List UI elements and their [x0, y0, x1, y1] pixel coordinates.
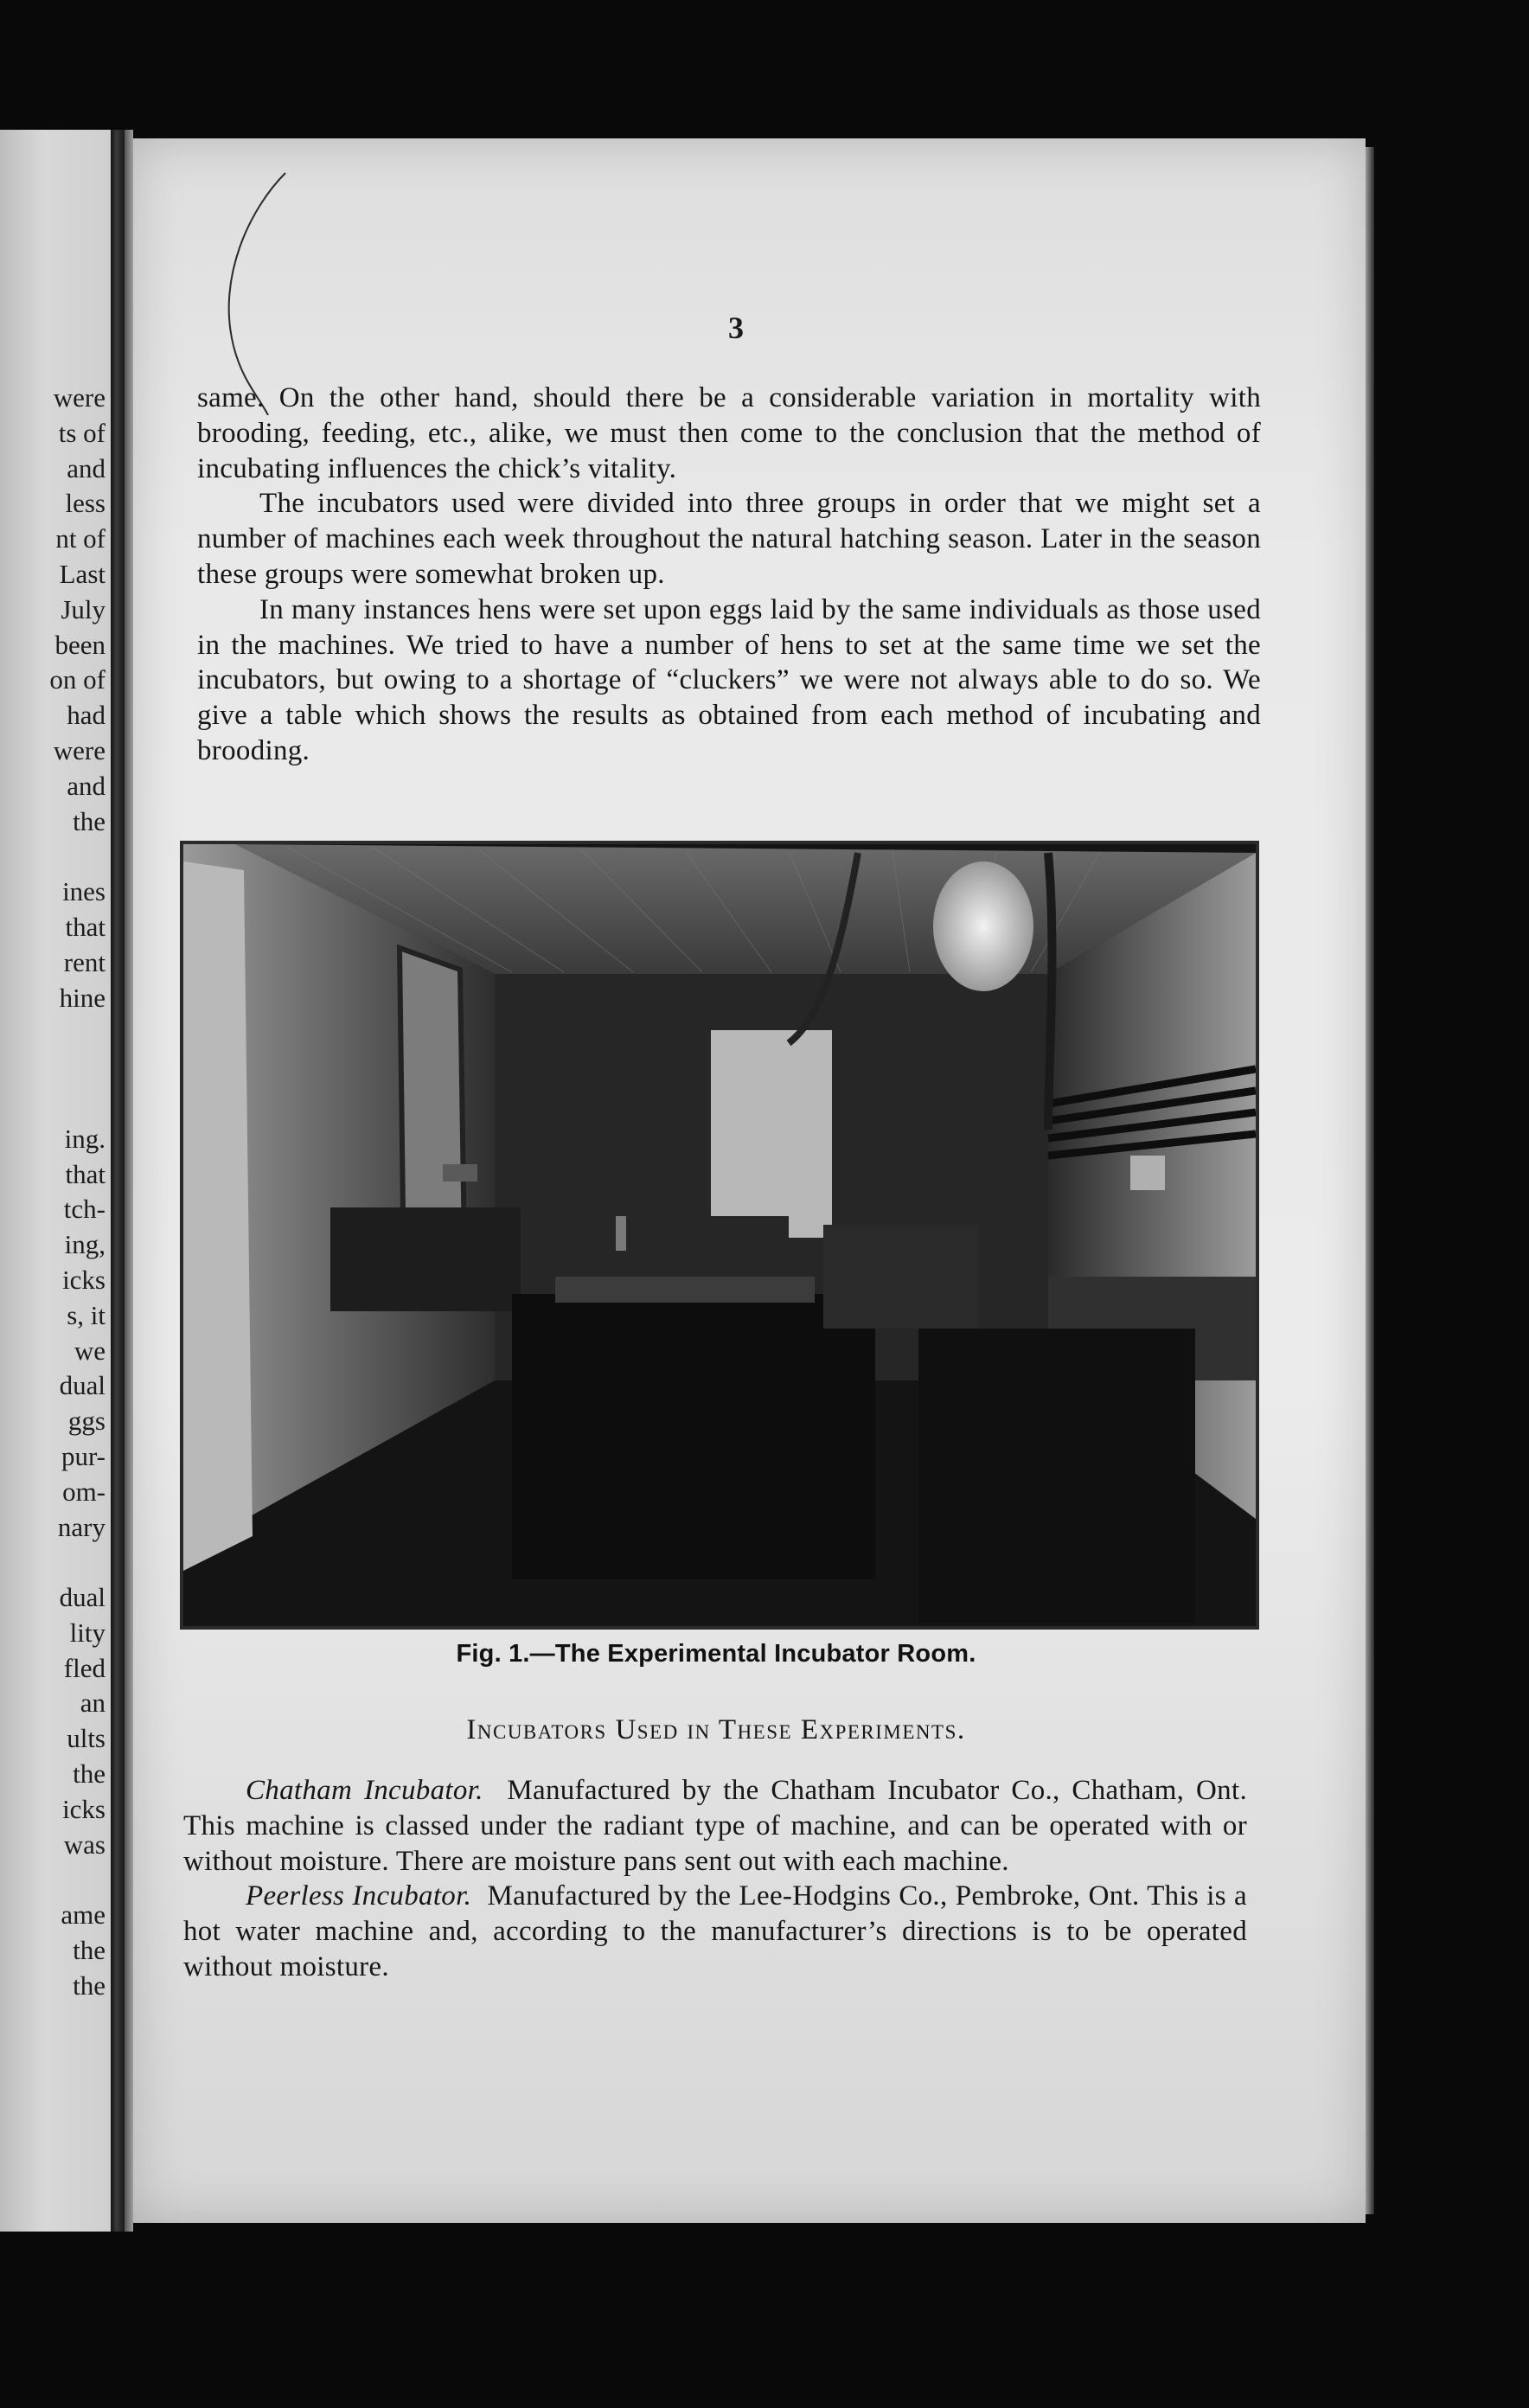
left-page-line: [0, 1545, 106, 1580]
left-page-line: an: [80, 1688, 106, 1719]
incubator-descriptions: [183, 1773, 1247, 1985]
left-page-line: [0, 1015, 106, 1051]
incubator-left: [330, 1207, 521, 1311]
photo-illustration: [183, 844, 1256, 1626]
left-page-line: was: [63, 1828, 106, 1860]
book-gutter: [111, 130, 125, 2232]
left-page-line: the: [73, 1758, 106, 1790]
left-page-line: Last: [59, 558, 106, 589]
left-page-line: ts of: [58, 417, 106, 448]
left-page-line: had: [67, 700, 106, 731]
left-page-line: ing.: [64, 1123, 106, 1154]
left-page-line: fled: [63, 1652, 106, 1683]
left-window: [183, 861, 253, 1571]
left-page-line: ults: [67, 1723, 106, 1754]
hanging-lamp: [933, 861, 1033, 991]
left-page-line: were: [53, 734, 106, 765]
incubator-right: [823, 1225, 979, 1329]
incubator-center: [512, 1294, 875, 1579]
left-page-line: on of: [49, 664, 106, 695]
left-page-line: nt of: [55, 523, 106, 554]
left-page-line: om-: [62, 1476, 106, 1507]
left-page-line: and: [67, 452, 106, 484]
left-page-line: July: [61, 593, 106, 624]
left-page-line: the: [73, 1935, 106, 1966]
paragraph-2: The incubators used were divided into three groups in order that we might set a number of machines each week throughout the natural hatching season. Later in the season these groups were somewhat broken up.: [197, 488, 1261, 590]
incubator-name: Peerless Incubator.: [246, 1880, 472, 1912]
left-page-line: less: [65, 488, 106, 519]
left-page-line: icks: [62, 1793, 106, 1824]
left-page-line: tch-: [63, 1194, 106, 1225]
left-page-line: [0, 1051, 106, 1086]
incubator-room-photo: [180, 841, 1259, 1630]
left-page-line: lity: [69, 1617, 106, 1648]
figure-caption: Fig. 1.—The Experimental Incubator Room.: [456, 1640, 976, 1668]
incubator-back: [633, 1216, 789, 1277]
left-page-line: ines: [62, 876, 106, 907]
left-page-line: that: [65, 911, 106, 942]
left-page-line: the: [73, 805, 106, 836]
incubator-entry-chatham: [183, 1773, 1247, 1879]
left-page-line: pur-: [61, 1440, 106, 1471]
page-number: 3: [728, 311, 744, 345]
paragraph-3: In many instances hens were set upon eggs laid by the same individuals as those used in the machines. We tried to have a number of hens to set at the same time we set the incubators, but owing to a shortage of “cluckers” we were not always able to do so. We give a table which shows the results as obtained from each method of incubating and brooding.: [197, 593, 1261, 766]
page-edge-line: [125, 130, 133, 2232]
paragraph-1: same. On the other hand, should there be a considerable variation in mortality with brooding, feeding, etc., alike, we must then come to the conclusion that the method of incubating influences the chick’s vitality.: [197, 382, 1261, 484]
incubator-description: Manufactured by the Chatham Incubator Co., Chatham, Ont. This machine is classed under the radiant type of machine, and can be operated with or without moisture. There are moisture pans sent out with each machine.: [183, 1775, 1247, 1877]
left-page-line: [0, 1862, 106, 1898]
left-page-line: dual: [59, 1582, 106, 1613]
left-page-line: the: [73, 1969, 106, 2001]
left-page-line: [0, 839, 106, 874]
left-page-line: s, it: [67, 1299, 106, 1330]
left-page-line: nary: [57, 1511, 106, 1542]
section-heading: Incubators Used in These Experiments.: [466, 1714, 966, 1745]
incubator-entry-peerless: [183, 1879, 1247, 1984]
left-page-line: ame: [61, 1899, 106, 1931]
incubator-description: Manufactured by the Lee-Hodgins Co., Pembroke, Ont. This is a hot water machine and, according to the manufacturer’s directions is to be operated without moisture.: [183, 1880, 1247, 1982]
left-page-line: were: [53, 382, 106, 413]
left-page-line: dual: [59, 1370, 106, 1401]
left-page-line: hine: [59, 982, 106, 1013]
page-right-edge: [1366, 147, 1374, 2214]
left-page-line: [0, 1086, 106, 1122]
previous-page-strip: [0, 130, 111, 2232]
left-page-line: and: [67, 770, 106, 801]
left-page-line: been: [54, 629, 106, 660]
previous-page-fragments: [0, 381, 106, 2004]
left-page-line: that: [65, 1158, 106, 1189]
left-page-line: rent: [63, 946, 106, 977]
left-page-line: ing,: [64, 1229, 106, 1260]
left-page-line: we: [74, 1335, 106, 1366]
body-text: [197, 381, 1261, 769]
left-page-line: ggs: [67, 1406, 106, 1437]
back-window: [711, 1030, 832, 1238]
incubator-name: Chatham Incubator.: [246, 1775, 483, 1806]
left-page-line: icks: [62, 1264, 106, 1295]
